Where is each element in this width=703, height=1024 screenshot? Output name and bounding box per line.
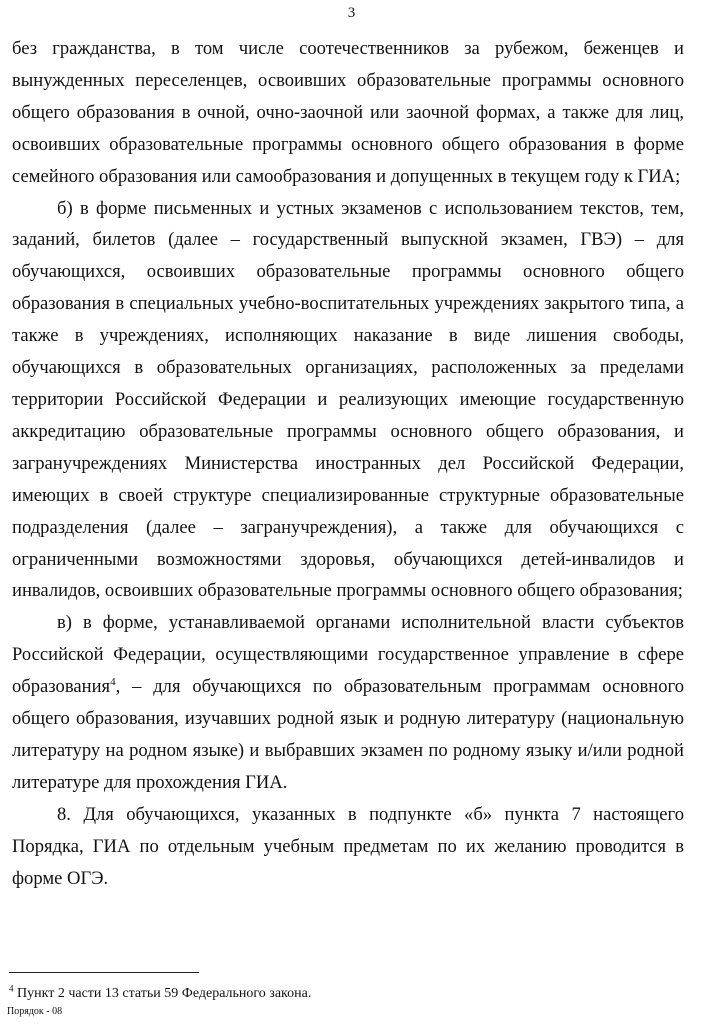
document-body [12, 33, 684, 894]
footnote-mark: 4 [9, 983, 14, 994]
document-code: Порядок - 08 [7, 1006, 63, 1017]
footnote-divider [9, 972, 199, 973]
footnote-reference[interactable]: 4 [110, 675, 116, 688]
paragraph-continuation: без гражданства, в том числе соотечественников за рубежом, беженцев и вынужденных переселенцев, освоивших образовательные программы основного общего образования в очной, очно-заочной или заочной формах, а также для лиц, освоивших образовательные программы основного общего образования в форме семейного образования или самообразования и допущенных в текущем году к ГИА; [12, 38, 684, 187]
footnote [9, 985, 689, 1003]
paragraph-subitem-v [12, 607, 684, 798]
paragraph-subitem-v-start: в) в форме, устанавливаемой органами исполнительной власти субъектов Российской Федерации, осуществляющими государственное управление в сфере образования [12, 612, 684, 698]
footnote-text: Пункт 2 части 13 статьи 59 Федерального закона. [13, 986, 312, 1001]
page-number: 3 [347, 5, 356, 21]
paragraph-subitem-v-end: , – для обучающихся по образовательным программам основного общего образования, изучавших родной язык и родную литературу (национальную литературу на родном языке) и выбравших экзамен по родному языку и/или родной литературе для прохождения ГИА. [12, 676, 684, 793]
paragraph-item-8: 8. Для обучающихся, указанных в подпункте «б» пункта 7 настоящего Порядка, ГИА по отдельным учебным предметам по их желанию проводится в форме ОГЭ. [12, 803, 684, 889]
paragraph-subitem-b: б) в форме письменных и устных экзаменов с использованием текстов, тем, заданий, билетов (далее – государственный выпускной экзамен, ГВЭ) – для обучающихся, освоивших образовательные программы основного общего образования в специальных учебно-воспитательных учреждениях закрытого типа, а также в учреждениях, исполняющих наказание в виде лишения свободы, обучающихся в образовательных организациях, расположенных за пределами территории Российской Федерации и реализующих имеющие государственную аккредитацию образовательные программы основного общего образования, и загранучреждениях Министерства иностранных дел Российской Федерации, имеющих в своей структуре специализированные структурные образовательные подразделения (далее – загранучреждения), а также для обучающихся с ограниченными возможностями здоровья, обучающихся детей-инвалидов и инвалидов, освоивших образовательные программы основного общего образования; [12, 197, 684, 602]
